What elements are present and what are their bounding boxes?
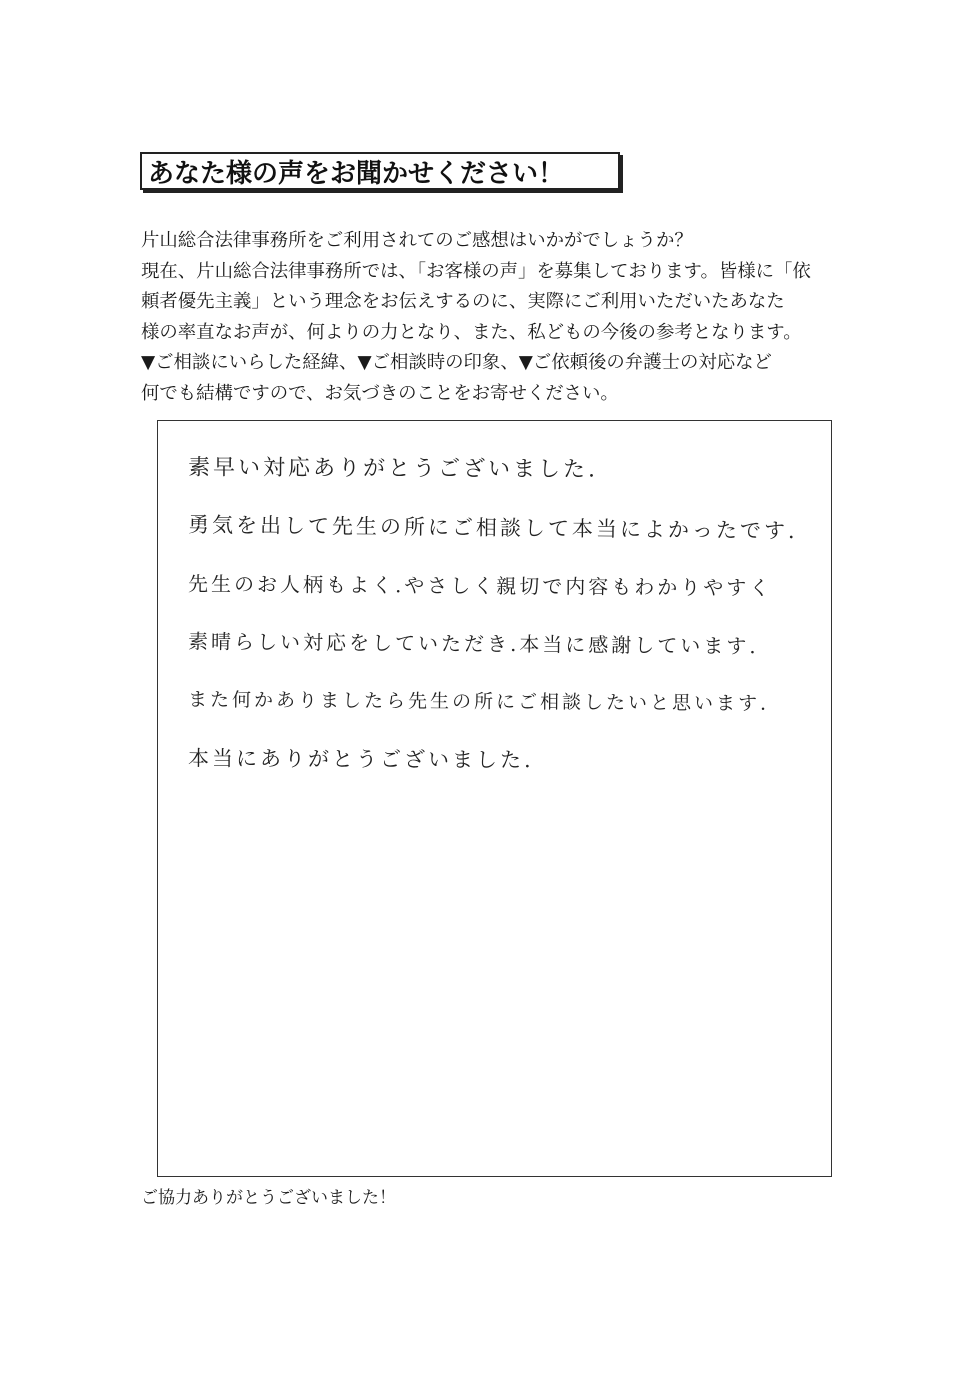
comment-line: 本当にありがとうございました. [187, 746, 534, 773]
comment-line: 先生のお人柄もよく.やさしく親切で内容もわかりやすく [187, 571, 773, 600]
page-title: あなた様の声をお聞かせください！ [148, 158, 565, 189]
intro-line: 現在、片山総合法律事務所では、「お客様の声」を募集しております。皆様に「依 [141, 260, 811, 282]
handwritten-comment [188, 441, 818, 789]
comment-line: 勇気を出して先生の所にご相談して本当によかったです. [187, 512, 798, 544]
closing-thanks: ご協力ありがとうございました！ [141, 1188, 396, 1208]
comment-line: 素晴らしい対応をしていただき.本当に感謝しています. [187, 629, 759, 659]
intro-line: ▼ご相談にいらした経緯、▼ご相談時の印象、▼ご依頼後の弁護士の対応など [141, 352, 772, 373]
intro-line: 頼者優先主義」という理念をお伝えするのに、実際にご利用いただいたあなた [141, 291, 785, 312]
comment-line: また何かありましたら先生の所にご相談したいと思います. [187, 688, 770, 715]
intro-line: 何でも結構ですので、お気づきのことをお寄せください。 [141, 382, 619, 404]
comment-box [157, 420, 832, 1177]
title-box [140, 152, 620, 190]
intro-line: 片山総合法律事務所をご利用されてのご感想はいかがでしょうか？ [141, 230, 693, 251]
comment-line: 素早い対応ありがとうございました. [187, 455, 599, 483]
intro-paragraph [141, 226, 846, 409]
intro-line: 様の率直なお声が、何よりの力となり、また、私どもの今後の参考となります。 [141, 321, 802, 343]
